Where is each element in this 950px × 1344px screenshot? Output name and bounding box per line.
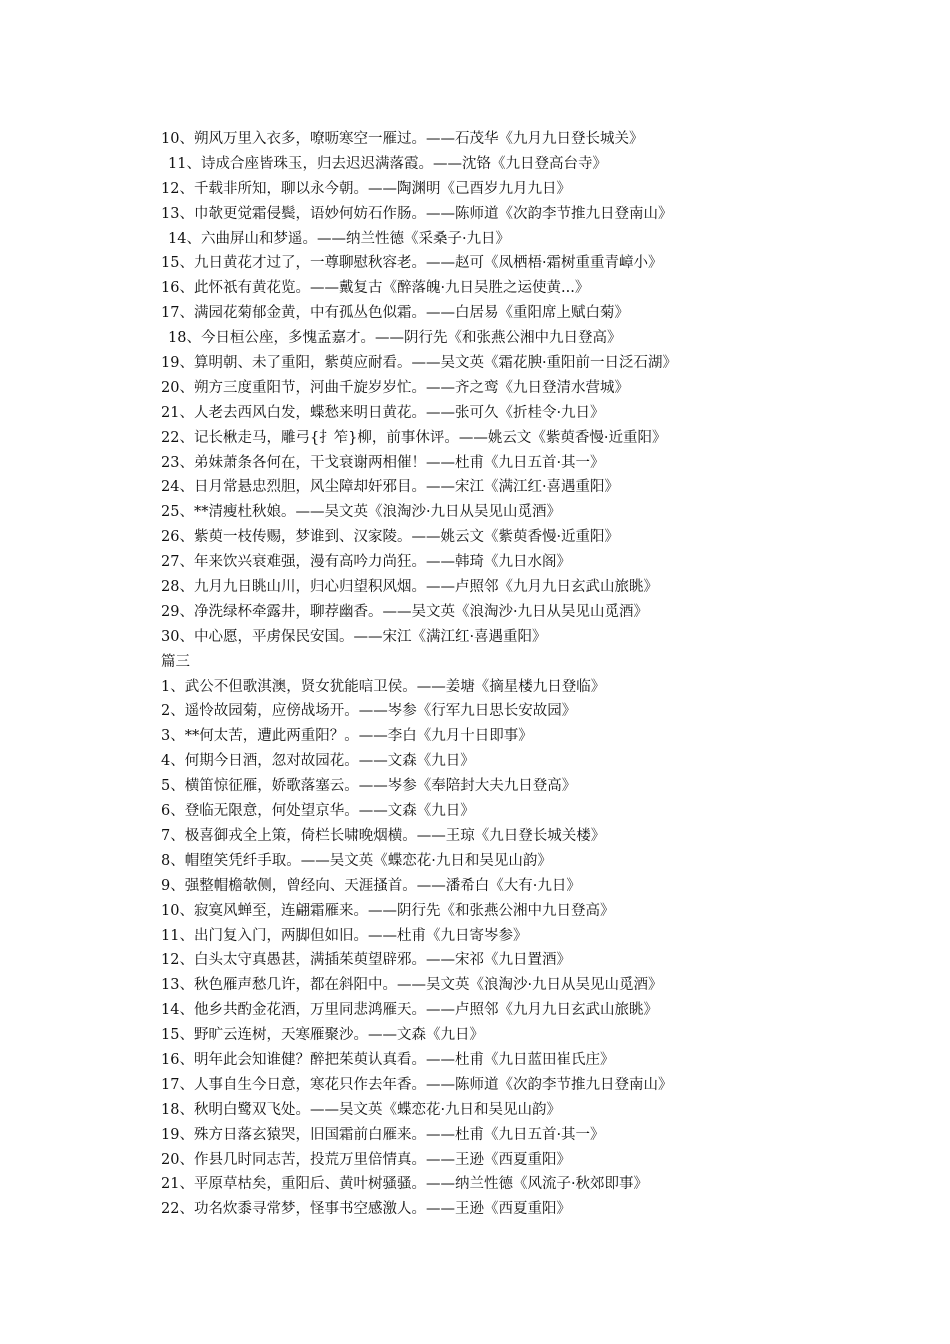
- poem-line: 24、日月常悬忠烈胆，风尘障却奸邪目。——宋江《满江红·喜遇重阳》: [161, 479, 620, 496]
- poem-line: 28、九月九日眺山川，归心归望积风烟。——卢照邻《九月九日玄武山旅眺》: [161, 579, 658, 596]
- poem-line: 22、功名炊黍寻常梦，怪事书空感激人。——王逊《西夏重阳》: [161, 1201, 571, 1218]
- poem-line: 11、出门复入门，两脚但如旧。——杜甫《九日寄岑参》: [161, 927, 528, 944]
- poem-line: 15、九日黄花才过了，一尊聊慰秋容老。——赵可《凤栖梧·霜树重重青嶂小》: [161, 255, 663, 272]
- poem-line: 1、武公不但歌淇澳，贤女犹能唁卫侯。——姜塘《摘星楼九日登临》: [161, 678, 606, 695]
- poem-line: 8、帽堕笑凭纤手取。——吴文英《蝶恋花·九日和吴见山韵》: [161, 852, 552, 869]
- poem-line: 18、今日桓公座，多愧孟嘉才。——阴行先《和张燕公湘中九日登高》: [168, 330, 622, 347]
- poem-line: 10、寂寞风蝉至，连翩霜雁来。——阴行先《和张燕公湘中九日登高》: [161, 902, 615, 919]
- poem-line: 17、满园花菊郁金黄，中有孤丛色似霜。——白居易《重阳席上赋白菊》: [161, 305, 629, 322]
- poem-line: 7、极喜御戎全上策，倚栏长啸晚烟横。——王琼《九日登长城关楼》: [161, 827, 606, 844]
- poem-line: 14、他乡共酌金花酒，万里同悲鸿雁天。——卢照邻《九月九日玄武山旅眺》: [161, 1002, 658, 1019]
- poem-line: 11、诗成合座皆珠玉，归去迟迟满落霞。——沈铬《九日登高台寺》: [168, 155, 607, 172]
- poem-line: 4、何期今日酒，忽对故园花。——文森《九日》: [161, 753, 475, 770]
- poem-line: 19、算明朝、未了重阳，紫萸应耐看。——吴文英《霜花腴·重阳前一日泛石湖》: [161, 355, 678, 372]
- poem-line: 13、巾欹更觉霜侵鬓，语妙何妨石作肠。——陈师道《次韵李节推九日登南山》: [161, 205, 673, 222]
- poem-line: 20、朔方三度重阳节，河曲千旋岁岁忙。——齐之鸾《九日登清水营城》: [161, 379, 629, 396]
- poem-line: 10、朔风万里入衣多，嘹呖寒空一雁过。——石茂华《九月九日登长城关》: [161, 131, 644, 147]
- poem-line: 21、人老去西风白发，蝶愁来明日黄花。——张可久《折桂令·九日》: [161, 404, 605, 421]
- poem-line: 21、平原草枯矣，重阳后、黄叶树骚骚。——纳兰性德《风流子·秋郊即事》: [161, 1176, 649, 1193]
- poem-line: 29、净洗绿杯牵露井，聊荐幽香。——吴文英《浪淘沙·九日从吴见山觅酒》: [161, 603, 649, 620]
- poem-line: 2、遥怜故园菊，应傍战场开。——岑参《行军九日思长安故园》: [161, 703, 577, 720]
- poem-line-list: [161, 127, 901, 1222]
- poem-line: 15、野旷云连树，天寒雁聚沙。——文森《九日》: [161, 1027, 484, 1044]
- poem-line: 3、**何太苦，遭此两重阳？。——李白《九月十日即事》: [161, 728, 533, 745]
- poem-line: 6、登临无限意，何处望京华。——文森《九日》: [161, 803, 475, 820]
- poem-line: 13、秋色雁声愁几许，都在斜阳中。——吴文英《浪淘沙·九日从吴见山觅酒》: [161, 977, 663, 994]
- poem-line: 5、横笛惊征雁，娇歌落塞云。——岑参《奉陪封大夫九日登高》: [161, 778, 577, 795]
- poem-line: 30、中心愿，平虏保民安国。——宋江《满江红·喜遇重阳》: [161, 628, 547, 645]
- section-heading: 篇三: [161, 653, 190, 670]
- poem-line: 22、记长楸走马，雕弓{扌笮}柳，前事休评。——姚云文《紫萸香慢·近重阳》: [161, 429, 667, 446]
- poem-line: 19、殊方日落玄猿哭，旧国霜前白雁来。——杜甫《九日五首·其一》: [161, 1126, 605, 1143]
- poem-line: 18、秋明白鹭双飞处。——吴文英《蝶恋花·九日和吴见山韵》: [161, 1101, 562, 1118]
- poem-line: 16、明年此会知谁健？醉把茱萸认真看。——杜甫《九日蓝田崔氏庄》: [161, 1051, 615, 1068]
- poem-line: 27、年来饮兴衰难强，漫有高吟力尚狂。——韩琦《九日水阁》: [161, 554, 571, 571]
- poem-line: 17、人事自生今日意，寒花只作去年香。——陈师道《次韵李节推九日登南山》: [161, 1076, 673, 1093]
- poem-line: 26、紫萸一枝传赐，梦谁到、汉家陵。——姚云文《紫萸香慢·近重阳》: [161, 529, 620, 546]
- poem-line: 12、白头太守真愚甚，满插茱萸望辟邪。——宋祁《九日置酒》: [161, 952, 571, 969]
- poem-line: 23、弟妹萧条各何在，干戈衰谢两相催！——杜甫《九日五首·其一》: [161, 454, 605, 471]
- poem-line: 14、六曲屏山和梦遥。——纳兰性德《采桑子·九日》: [168, 230, 511, 247]
- poem-line: 16、此怀祇有黄花览。——戴复古《醉落魄·九日吴胜之运使黄...》: [161, 280, 590, 297]
- poem-line: 25、**清瘦杜秋娘。——吴文英《浪淘沙·九日从吴见山觅酒》: [161, 504, 562, 521]
- poem-line: 20、作县几时同志苦，投荒万里倍情真。——王逊《西夏重阳》: [161, 1151, 571, 1168]
- poem-line: 9、强整帽檐欹侧，曾经向、天涯搔首。——潘希白《大有·九日》: [161, 877, 581, 894]
- poem-line: 12、千载非所知，聊以永今朝。——陶渊明《己酉岁九月九日》: [161, 180, 571, 197]
